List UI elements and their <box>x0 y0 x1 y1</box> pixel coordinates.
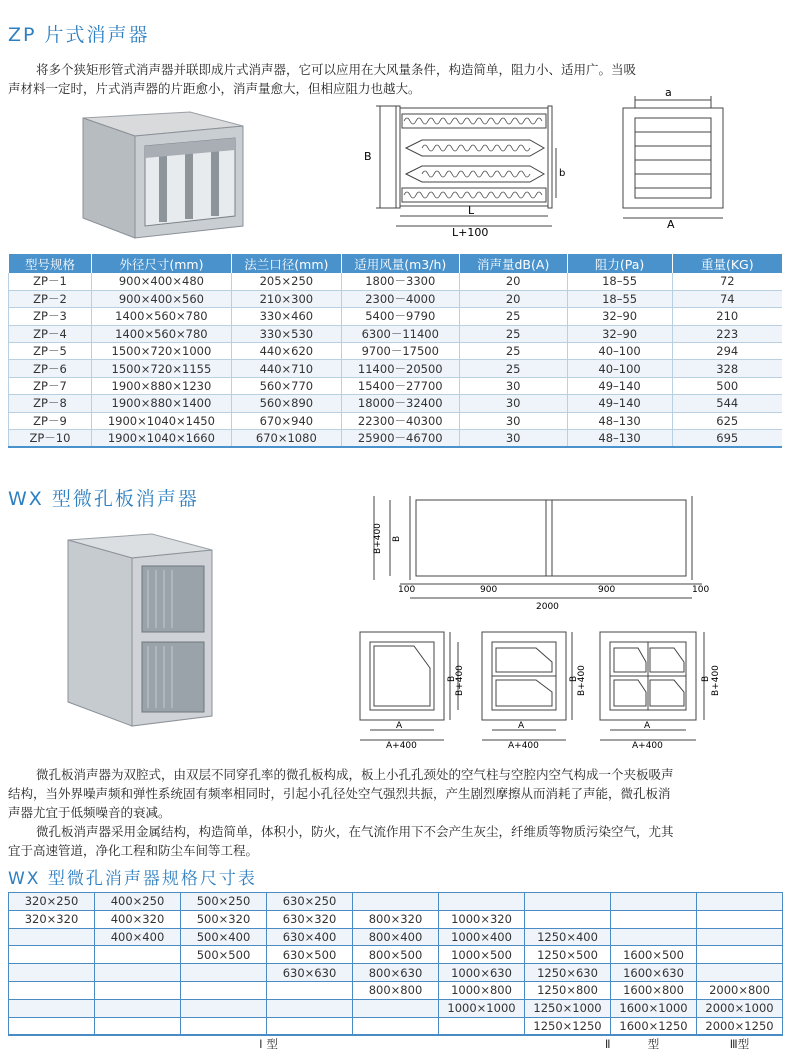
wx-size-cell: 2000×1250 <box>697 1017 783 1035</box>
wx-size-cell: 1250×630 <box>525 964 611 982</box>
zp-dim-A: A <box>667 218 675 231</box>
wx-size-cell <box>611 928 697 946</box>
wx-type-2-label: 型 <box>647 1036 660 1051</box>
wx-size-cell: 630×250 <box>267 893 353 911</box>
zp-table-cell: ZP－6 <box>9 360 92 377</box>
zp-col-flange: 法兰口径(mm) <box>231 254 341 273</box>
zp-table-row <box>9 290 783 307</box>
wx-size-cell: 800×400 <box>353 928 439 946</box>
wx-dim-100-left: 100 <box>398 585 416 595</box>
zp-table-row <box>9 395 783 412</box>
zp-table-cell: 1400×560×780 <box>91 308 231 325</box>
wx-size-cell <box>181 964 267 982</box>
zp-table-cell: 18–55 <box>567 273 672 290</box>
zp-table-cell: 2300－4000 <box>341 290 459 307</box>
wx-size-cell <box>9 946 95 964</box>
wx-size-cell: 500×250 <box>181 893 267 911</box>
wx-size-cell <box>697 946 783 964</box>
wx-size-cell <box>267 981 353 999</box>
wx-size-cell: 1600×500 <box>611 946 697 964</box>
wx-size-cell <box>95 999 181 1017</box>
zp-table-cell: 500 <box>672 377 782 394</box>
zp-col-weight: 重量(KG) <box>672 254 782 273</box>
zp-table-cell: 625 <box>672 412 782 429</box>
zp-table-cell: 544 <box>672 395 782 412</box>
wx-size-cell: 630×500 <box>267 946 353 964</box>
svg-text:B: B <box>701 675 711 682</box>
wx-type-1-label: 型 <box>266 1036 278 1051</box>
wx-size-cell: 1000×1000 <box>439 999 525 1017</box>
wx-dim-B400: B+400 <box>373 523 383 554</box>
zp-table-cell: 330×460 <box>231 308 341 325</box>
zp-desc-line2: 声材料一定时，片式消声器的片距愈小，消声量愈大，但相应阻力也越大。 <box>8 81 421 96</box>
zp-table-cell: 18–55 <box>567 290 672 307</box>
wx-size-cell: 1250×800 <box>525 981 611 999</box>
zp-col-model: 型号规格 <box>9 254 92 273</box>
wx-dim-900-right: 900 <box>598 585 616 595</box>
wx-size-cell: 1600×630 <box>611 964 697 982</box>
wx-size-cell <box>439 893 525 911</box>
wx-size-cell: 1000×500 <box>439 946 525 964</box>
wx-size-cell: 320×320 <box>9 910 95 928</box>
zp-table-row <box>9 412 783 429</box>
zp-col-airflow: 适用风量(m3/h) <box>341 254 459 273</box>
svg-text:B: B <box>569 675 579 682</box>
wx-size-cell: 500×400 <box>181 928 267 946</box>
zp-table-cell: 25 <box>459 360 567 377</box>
zp-table-header-row <box>9 254 783 273</box>
zp-table-cell: 32–90 <box>567 325 672 342</box>
wx-size-cell: 800×800 <box>353 981 439 999</box>
wx-type-2-numeral: Ⅱ <box>604 1036 611 1051</box>
wx-type-label-row <box>9 1035 783 1052</box>
wx-size-cell <box>181 981 267 999</box>
wx-size-row <box>9 946 783 964</box>
wx-size-cell <box>697 964 783 982</box>
zp-table-cell: ZP－9 <box>9 412 92 429</box>
wx-type-1-numeral: Ⅰ <box>259 1036 263 1051</box>
zp-dim-L100: L+100 <box>452 226 489 239</box>
wx-size-cell: 630×630 <box>267 964 353 982</box>
wx-size-cell <box>9 999 95 1017</box>
zp-dim-L: L <box>468 204 475 217</box>
wx-desc-p2-line2: 宜于高速管道，净化工程和防尘车间等工程。 <box>8 843 259 858</box>
wx-desc-p2-line1: 微孔板消声器采用金属结构，构造简单，体积小，防火，在气流作用下不会产生灰尘，纤维质等物质污染空气，尤其 <box>36 824 674 839</box>
wx-size-row <box>9 928 783 946</box>
wx-size-cell: 630×400 <box>267 928 353 946</box>
wx-size-row <box>9 964 783 982</box>
wx-dim-900-left: 900 <box>480 585 498 595</box>
zp-table-cell: ZP－4 <box>9 325 92 342</box>
wx-size-cell: 1250×500 <box>525 946 611 964</box>
zp-table-cell: 900×400×560 <box>91 290 231 307</box>
zp-table-cell: 210×300 <box>231 290 341 307</box>
zp-table-cell: 1900×880×1400 <box>91 395 231 412</box>
zp-table-cell: 440×710 <box>231 360 341 377</box>
wx-product-photo <box>62 530 222 730</box>
wx-size-cell <box>353 1017 439 1035</box>
zp-side-drawing <box>360 102 566 242</box>
wx-size-row <box>9 893 783 911</box>
zp-col-outer-size: 外径尺寸(mm) <box>91 254 231 273</box>
wx-dim-A400: A+400 <box>386 741 417 751</box>
wx-size-cell <box>267 999 353 1017</box>
zp-table-cell: 223 <box>672 325 782 342</box>
wx-size-cell: 800×630 <box>353 964 439 982</box>
zp-table-row <box>9 360 783 377</box>
wx-dim-B: B <box>392 535 402 542</box>
wx-size-cell: 1250×400 <box>525 928 611 946</box>
zp-table-cell: 9700－17500 <box>341 343 459 360</box>
zp-table-cell: 560×890 <box>231 395 341 412</box>
wx-size-cell <box>267 1017 353 1035</box>
zp-table-cell: ZP－1 <box>9 273 92 290</box>
wx-size-cell <box>95 964 181 982</box>
svg-text:A: A <box>518 721 525 731</box>
wx-dim-2000: 2000 <box>536 602 559 612</box>
wx-type-3-label: Ⅲ型 <box>729 1036 750 1051</box>
wx-size-row <box>9 910 783 928</box>
zp-table-cell: 30 <box>459 412 567 429</box>
zp-table-cell: ZP－7 <box>9 377 92 394</box>
wx-size-cell <box>95 946 181 964</box>
zp-table-cell: 1900×1040×1660 <box>91 430 231 448</box>
zp-table-cell: 20 <box>459 273 567 290</box>
wx-size-cell: 320×250 <box>9 893 95 911</box>
zp-table-cell: 40–100 <box>567 360 672 377</box>
wx-size-cell: 630×320 <box>267 910 353 928</box>
wx-size-table <box>8 892 783 1052</box>
zp-table-row <box>9 325 783 342</box>
zp-col-resistance: 阻力(Pa) <box>567 254 672 273</box>
wx-size-cell: 1250×1000 <box>525 999 611 1017</box>
wx-size-cell: 800×320 <box>353 910 439 928</box>
wx-size-cell: 1000×400 <box>439 928 525 946</box>
zp-table-cell: 25900－46700 <box>341 430 459 448</box>
zp-product-photo <box>75 108 250 243</box>
zp-table-cell: ZP－2 <box>9 290 92 307</box>
zp-table-cell: ZP－5 <box>9 343 92 360</box>
wx-size-cell <box>95 1017 181 1035</box>
zp-table-row <box>9 273 783 290</box>
wx-size-row <box>9 1017 783 1035</box>
zp-table-cell: 25 <box>459 343 567 360</box>
wx-size-cell <box>95 981 181 999</box>
zp-table-cell: 15400－27700 <box>341 377 459 394</box>
svg-text:B: B <box>447 675 457 682</box>
wx-size-cell: 400×320 <box>95 910 181 928</box>
zp-table-cell: 294 <box>672 343 782 360</box>
zp-dim-B: B <box>364 150 372 163</box>
zp-table-cell: ZP－10 <box>9 430 92 448</box>
zp-table-cell: 1900×1040×1450 <box>91 412 231 429</box>
wx-size-cell <box>181 1017 267 1035</box>
wx-size-cell <box>9 1017 95 1035</box>
zp-table-cell: 210 <box>672 308 782 325</box>
zp-table-cell: 1400×560×780 <box>91 325 231 342</box>
zp-table-cell: 49–140 <box>567 395 672 412</box>
wx-size-cell: 1600×1000 <box>611 999 697 1017</box>
zp-table-cell: 40–100 <box>567 343 672 360</box>
wx-size-table-title: WX 型微孔消声器规格尺寸表 <box>8 869 257 889</box>
wx-section-title: WX 型微孔板消声器 <box>8 488 199 510</box>
zp-table-cell: 30 <box>459 395 567 412</box>
wx-size-cell <box>611 910 697 928</box>
zp-table-cell: 32–90 <box>567 308 672 325</box>
zp-table-cell: 22300－40300 <box>341 412 459 429</box>
zp-table-cell: 1800－3300 <box>341 273 459 290</box>
zp-table-cell: 440×620 <box>231 343 341 360</box>
zp-table-cell: 1500×720×1155 <box>91 360 231 377</box>
wx-top-drawing <box>370 492 715 614</box>
zp-table-cell: 900×400×480 <box>91 273 231 290</box>
wx-size-cell: 1250×1250 <box>525 1017 611 1035</box>
wx-size-cell <box>353 893 439 911</box>
zp-desc-line1: 将多个狭矩形管式消声器并联即成片式消声器，它可以应用在大风量条件，构造简单，阻力小、适用广。当吸 <box>36 62 637 77</box>
svg-text:B+400: B+400 <box>577 665 587 696</box>
wx-size-cell <box>353 999 439 1017</box>
zp-table-cell: 30 <box>459 377 567 394</box>
zp-table-cell: 328 <box>672 360 782 377</box>
zp-table-cell: 1500×720×1000 <box>91 343 231 360</box>
wx-desc-p1-line1: 微孔板消声器为双腔式，由双层不同穿孔率的微孔板构成，板上小孔孔颈处的空气柱与空腔内空气构成一个夹板吸声 <box>36 767 674 782</box>
wx-size-cell: 1000×320 <box>439 910 525 928</box>
zp-dim-b: b <box>559 168 566 179</box>
zp-col-noise-reduction: 消声量dB(A) <box>459 254 567 273</box>
wx-size-cell <box>9 981 95 999</box>
wx-size-cell <box>525 910 611 928</box>
zp-table-row <box>9 308 783 325</box>
zp-table-cell: 205×250 <box>231 273 341 290</box>
wx-size-cell <box>697 928 783 946</box>
wx-size-cell <box>525 893 611 911</box>
zp-dim-a: a <box>665 86 672 99</box>
wx-size-cell <box>611 893 697 911</box>
wx-size-cell: 1600×800 <box>611 981 697 999</box>
svg-text:A+400: A+400 <box>508 741 539 751</box>
wx-size-row <box>9 999 783 1017</box>
wx-size-cell: 2000×800 <box>697 981 783 999</box>
zp-table-cell: 18000－32400 <box>341 395 459 412</box>
zp-table-cell: 25 <box>459 325 567 342</box>
zp-table-cell: 1900×880×1230 <box>91 377 231 394</box>
wx-section-drawings <box>356 626 736 750</box>
wx-size-cell <box>9 964 95 982</box>
wx-dim-A: A <box>396 721 403 731</box>
zp-table-cell: 49–140 <box>567 377 672 394</box>
wx-size-cell: 800×500 <box>353 946 439 964</box>
zp-table-cell: 560×770 <box>231 377 341 394</box>
zp-table-cell: ZP－3 <box>9 308 92 325</box>
svg-text:B+400: B+400 <box>711 665 721 696</box>
zp-table-cell: 330×530 <box>231 325 341 342</box>
wx-description <box>8 765 786 860</box>
wx-size-cell: 1000×800 <box>439 981 525 999</box>
wx-size-cell <box>9 928 95 946</box>
zp-table-cell: 695 <box>672 430 782 448</box>
zp-table-cell: 670×1080 <box>231 430 341 448</box>
zp-table-cell: 11400－20500 <box>341 360 459 377</box>
zp-section-title: ZP 片式消声器 <box>8 24 150 46</box>
wx-size-cell <box>439 1017 525 1035</box>
zp-table-cell: 670×940 <box>231 412 341 429</box>
zp-table-cell: 25 <box>459 308 567 325</box>
zp-table-row <box>9 377 783 394</box>
wx-size-cell: 2000×1000 <box>697 999 783 1017</box>
wx-dim-100-right: 100 <box>692 585 710 595</box>
zp-table-cell: 30 <box>459 430 567 448</box>
wx-size-cell: 500×320 <box>181 910 267 928</box>
wx-size-cell: 400×400 <box>95 928 181 946</box>
wx-size-cell: 1000×630 <box>439 964 525 982</box>
svg-text:A: A <box>644 721 651 731</box>
zp-table-cell: ZP－8 <box>9 395 92 412</box>
zp-table-cell: 48–130 <box>567 430 672 448</box>
wx-size-cell <box>181 999 267 1017</box>
zp-table-cell: 5400－9790 <box>341 308 459 325</box>
zp-table-cell: 48–130 <box>567 412 672 429</box>
wx-desc-p1-line2: 结构，当外界噪声频和弹性系统固有频率相同时，引起小孔径处空气强烈共振，产生剧烈摩擦从而消耗了声能，微孔板消 <box>8 786 671 801</box>
zp-table-row <box>9 343 783 360</box>
svg-text:A+400: A+400 <box>632 741 663 751</box>
wx-size-cell <box>697 910 783 928</box>
zp-table-cell: 72 <box>672 273 782 290</box>
zp-table-row <box>9 430 783 448</box>
zp-front-drawing <box>615 84 725 230</box>
svg-text:B+400: B+400 <box>455 665 465 696</box>
wx-size-cell <box>697 893 783 911</box>
zp-table-cell: 6300－11400 <box>341 325 459 342</box>
wx-size-cell: 400×250 <box>95 893 181 911</box>
wx-size-cell: 500×500 <box>181 946 267 964</box>
zp-spec-table <box>8 254 782 448</box>
wx-desc-p1-line3: 声器尤宜于低频噪音的衰减。 <box>8 805 171 820</box>
wx-size-cell: 1600×1250 <box>611 1017 697 1035</box>
zp-table-cell: 20 <box>459 290 567 307</box>
zp-table-cell: 74 <box>672 290 782 307</box>
wx-size-row <box>9 981 783 999</box>
